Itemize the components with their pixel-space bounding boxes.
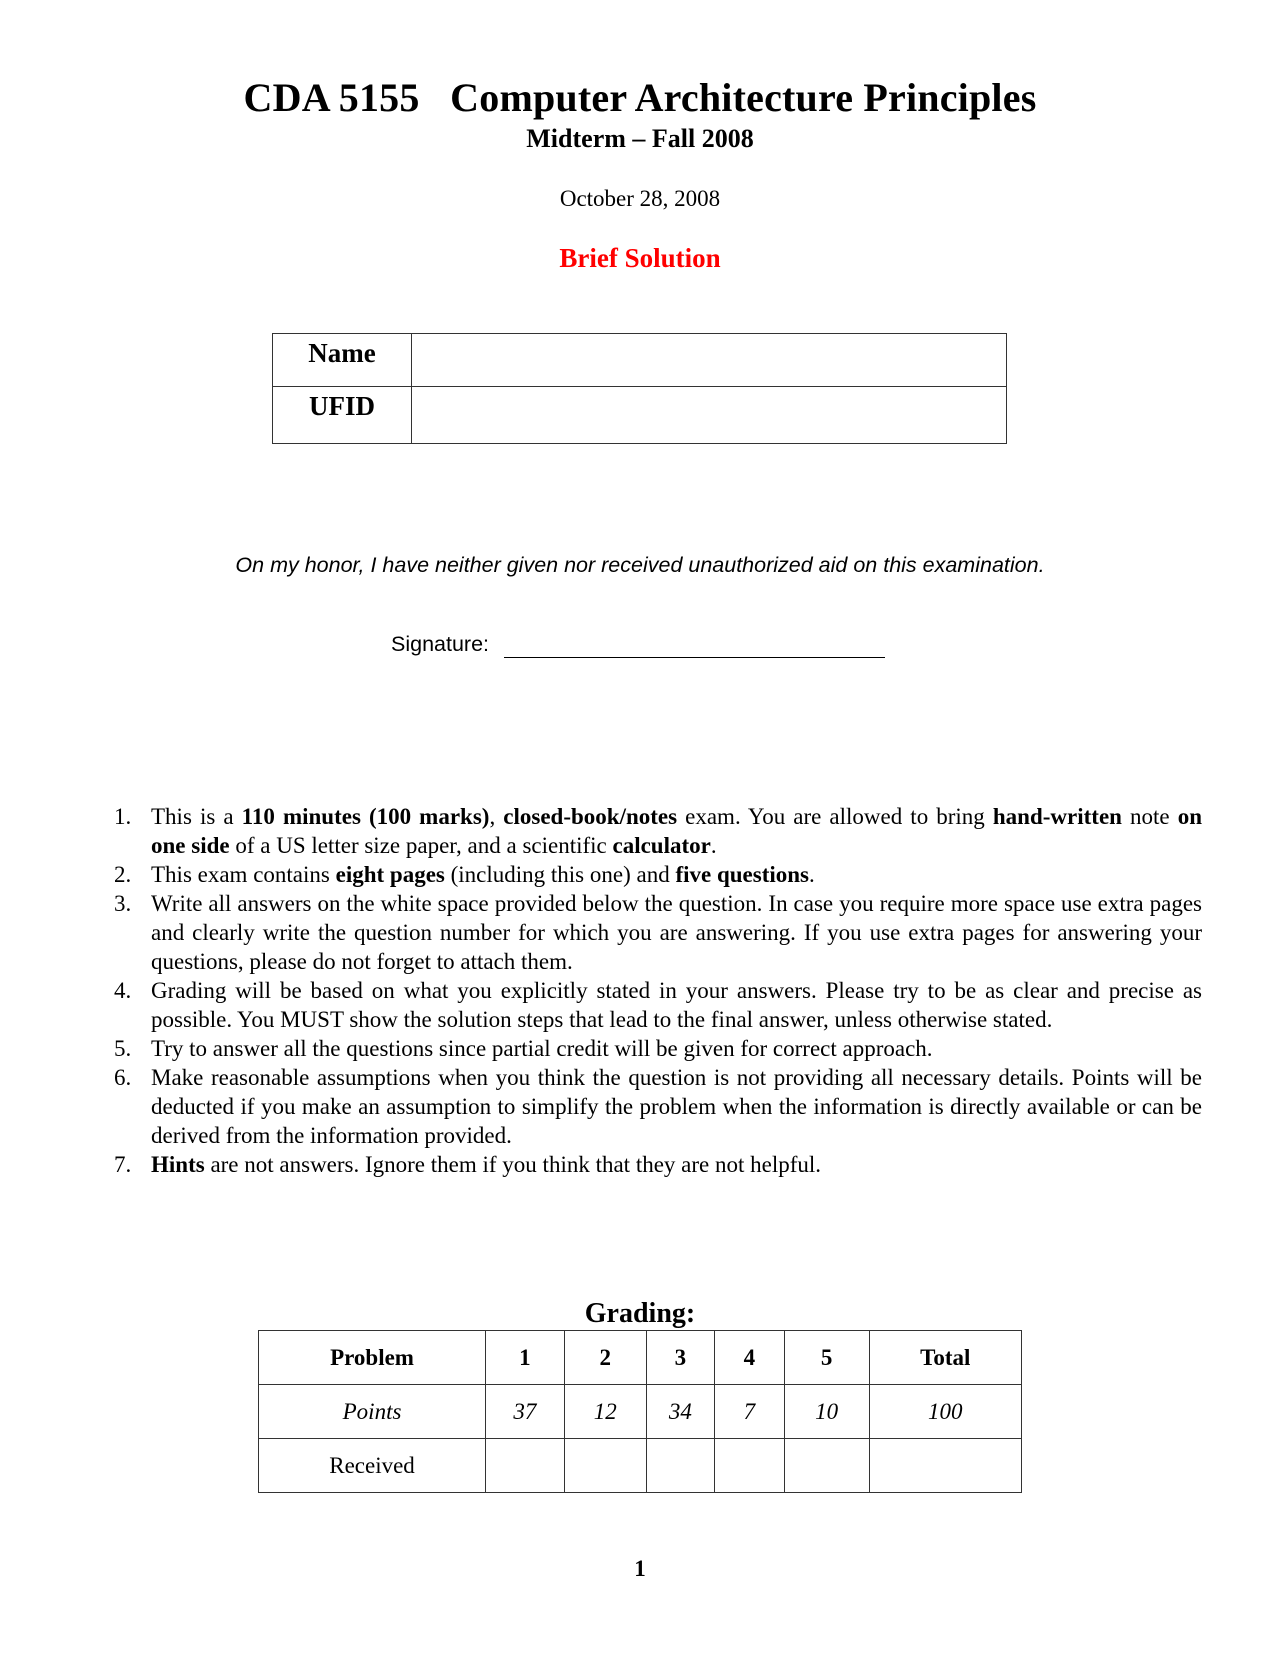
instruction-emphasis: 110 minutes (100 marks)	[241, 804, 490, 829]
grading-received-label: Received	[259, 1439, 486, 1493]
instruction-number: 6.	[114, 1065, 132, 1090]
instruction-text: .	[809, 862, 815, 887]
instruction-text: Try to answer all the questions since partial credit will be given for correct approach.	[151, 1036, 933, 1061]
instruction-number: 2.	[114, 862, 132, 887]
identity-table	[272, 333, 1007, 444]
instruction-number: 7.	[114, 1152, 132, 1177]
exam-subtitle: Midterm – Fall 2008	[526, 124, 754, 153]
grading-header-cell: Total	[869, 1331, 1021, 1385]
instruction-emphasis: on one side	[151, 804, 1202, 858]
instruction-text: Grading will be based on what you explicitly stated in your answers. Please try to be as clear and precise as possible. You MUST show the solution steps that lead to the final answer, unless otherwise stated.	[151, 978, 1202, 1032]
instruction-emphasis: five questions	[675, 862, 810, 887]
honor-statement: On my honor, I have neither given nor received unauthorized aid on this examination.	[235, 553, 1045, 577]
instruction-text: ,	[489, 804, 504, 829]
grading-received-cell[interactable]	[784, 1439, 869, 1493]
brief-solution-label: Brief Solution	[559, 243, 721, 273]
instruction-text: Write all answers on the white space provided below the question. In case you require more space use extra pages and clearly write the question number for which you are answering. If you use extra pages for answering your questions, please do not forget to attach them.	[151, 891, 1202, 974]
instruction-text: note	[1121, 804, 1178, 829]
grading-points-cell: 12	[564, 1385, 646, 1439]
instruction-item	[110, 1150, 1202, 1179]
grading-label: Grading:	[584, 1298, 696, 1329]
grading-header-cell: Problem	[259, 1331, 486, 1385]
exam-title: CDA 5155 Computer Architecture Principles	[243, 75, 1037, 120]
instruction-text: exam. You are allowed to bring	[677, 804, 993, 829]
grading-points-row	[259, 1385, 1022, 1439]
instruction-emphasis: hand-written	[992, 804, 1122, 829]
signature-label: Signature:	[391, 632, 490, 656]
grading-received-cell[interactable]	[486, 1439, 565, 1493]
instruction-number: 3.	[114, 891, 132, 916]
instruction-number: 1.	[114, 804, 132, 829]
grading-header-cell: 2	[564, 1331, 646, 1385]
grading-points-cell: 7	[715, 1385, 785, 1439]
name-field[interactable]	[412, 334, 1007, 387]
grading-received-cell[interactable]	[646, 1439, 715, 1493]
grading-points-cell: 100	[869, 1385, 1021, 1439]
grading-header-cell: 4	[715, 1331, 785, 1385]
instruction-item	[110, 860, 1202, 889]
grading-points-cell: 10	[784, 1385, 869, 1439]
grading-header-row	[259, 1331, 1022, 1385]
instruction-item	[110, 1063, 1202, 1150]
grading-points-cell: Points	[259, 1385, 486, 1439]
instruction-text: This is a	[151, 804, 242, 829]
name-label: Name	[273, 334, 412, 387]
instruction-text: Make reasonable assumptions when you think the question is not providing all necessary details. Points will be deducted if you make an assumption to simplify the problem when the information is directly available or can be derived from the information provided.	[151, 1065, 1202, 1148]
grading-table	[258, 1330, 1022, 1493]
instruction-text: This exam contains	[151, 862, 336, 887]
instruction-emphasis: calculator	[612, 833, 711, 858]
instruction-number: 4.	[114, 978, 132, 1003]
instruction-text: (including this one) and	[444, 862, 676, 887]
grading-points-cell: 37	[486, 1385, 565, 1439]
signature-line[interactable]	[504, 657, 885, 658]
name-row	[273, 334, 1007, 387]
instruction-emphasis: Hints	[151, 1152, 205, 1177]
instruction-item	[110, 889, 1202, 976]
ufid-row	[273, 387, 1007, 444]
instruction-emphasis: closed-book/notes	[503, 804, 678, 829]
page-number: 1	[634, 1556, 646, 1581]
instruction-text: .	[710, 833, 717, 858]
instructions-list	[110, 802, 1202, 1179]
grading-received-cell[interactable]	[564, 1439, 646, 1493]
grading-header-cell: 3	[646, 1331, 715, 1385]
instruction-text: of a US letter size paper, and a scientific	[229, 833, 613, 858]
grading-received-cell[interactable]	[869, 1439, 1021, 1493]
instruction-number: 5.	[114, 1036, 132, 1061]
instruction-item	[110, 1034, 1202, 1063]
grading-received-row	[259, 1439, 1022, 1493]
ufid-field[interactable]	[412, 387, 1007, 444]
exam-date: October 28, 2008	[559, 186, 721, 211]
instruction-text: are not answers. Ignore them if you think that they are not helpful.	[204, 1152, 822, 1177]
instruction-emphasis: eight pages	[335, 862, 445, 887]
grading-points-cell: 34	[646, 1385, 715, 1439]
grading-header-cell: 1	[486, 1331, 565, 1385]
instruction-item	[110, 976, 1202, 1034]
grading-header-cell: 5	[784, 1331, 869, 1385]
ufid-label: UFID	[273, 387, 412, 444]
instruction-item	[110, 802, 1202, 860]
grading-received-cell[interactable]	[715, 1439, 785, 1493]
